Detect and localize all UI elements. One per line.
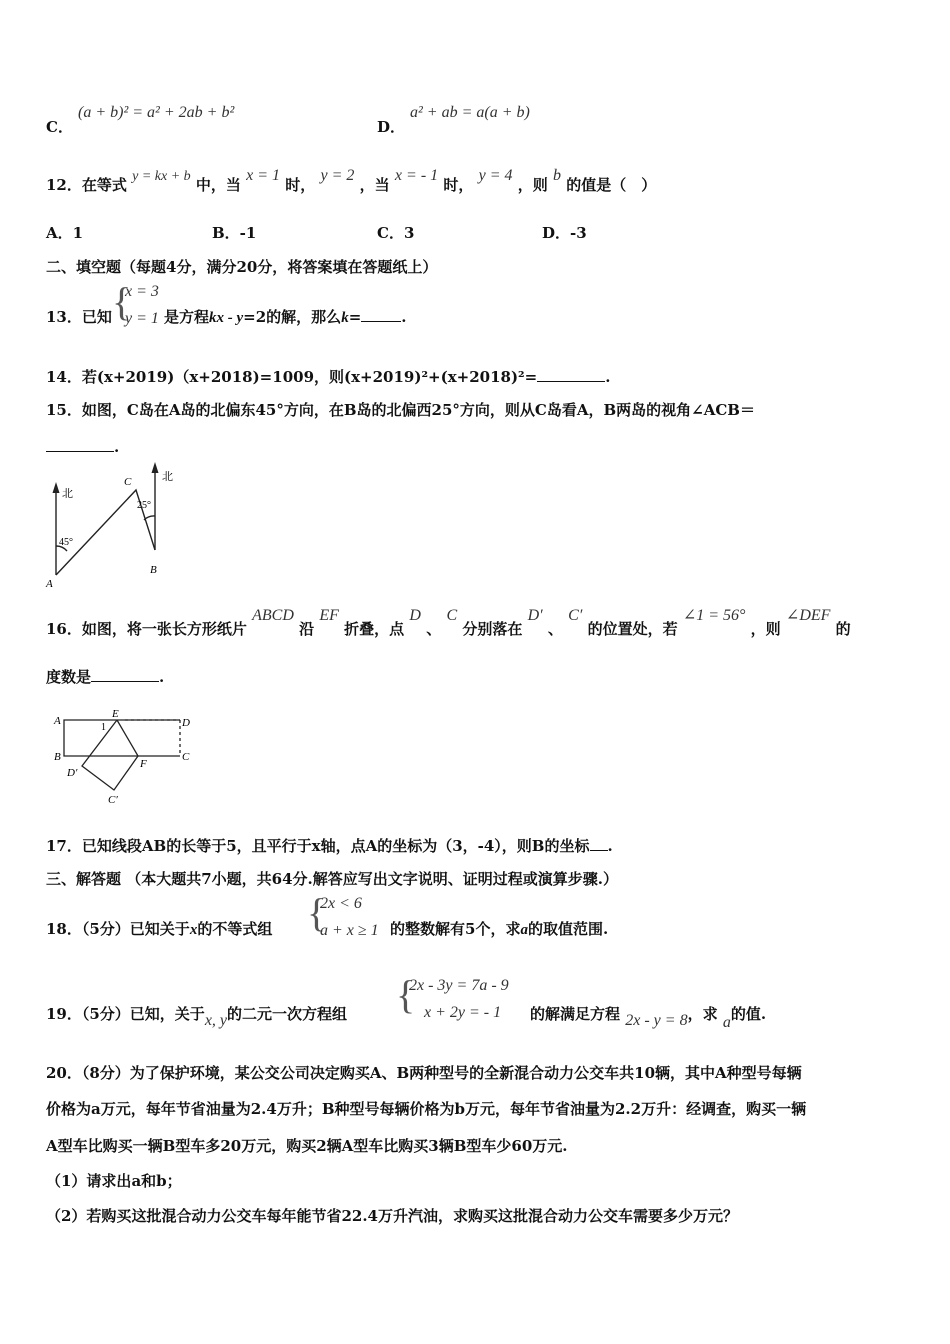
- point-e-label: E: [112, 708, 119, 720]
- question-18: 18．（5分）已知关于x的不等式组: [46, 920, 273, 938]
- question-16: 16．如图，将一张长方形纸片 ABCD 沿 EF 折叠，点 D 、 C 分别落在 D′ 、 C′ 的位置处，若 ∠1 = 56° ，则 ∠DEF 的: [46, 607, 851, 638]
- question-17: 17．已知线段AB的长等于5，且平行于x轴，点A的坐标为（3，-4），则B的坐标 .: [46, 837, 613, 855]
- q13-line1: x = 3: [125, 283, 159, 300]
- q12-option-d: D．-3: [542, 224, 587, 242]
- option-c-expression: (a + b)² = a² + 2ab + b²: [78, 104, 235, 121]
- point-b-label: B: [150, 564, 157, 576]
- question-20-line-1: 20．（8分）为了保护环境，某公交公司决定购买A、B两种型号的全新混合动力公交车共10辆，其中A种型号每辆: [46, 1064, 802, 1082]
- option-d-label: D．: [377, 118, 406, 136]
- section-3-heading: 三、解答题 （本大题共7小题，共64分.解答应写出文字说明、证明过程或演算步骤.）: [46, 870, 618, 888]
- answer-blank: [590, 836, 608, 851]
- question-20-line-2: 价格为a万元，每年节省油量为2.4万升；B种型号每辆价格为b万元，每年节省油量为2.2万升：经调查，购买一辆: [46, 1100, 807, 1118]
- question-20-part-2: （2）若购买这批混合动力公交车每年能节省22.4万升汽油，求购买这批混合动力公交车需要多少万元？: [46, 1207, 738, 1225]
- question-12: 12．在等式 y = kx + b 中，当 x = 1 时， y = 2 ，当 x = - 1 时， y = 4 ，则 b 的值是（ ）: [46, 167, 657, 194]
- q12-option-b: B．-1: [212, 224, 257, 242]
- question-14: 14．若(x+2019)（x+2018)=1009，则(x+2019)²+(x+2018)²= .: [46, 368, 611, 386]
- point-d-label: D: [182, 717, 190, 729]
- option-c-label: C．: [46, 118, 73, 136]
- point-c-prime-label: C′: [108, 794, 118, 806]
- section-2-heading: 二、填空题（每题4分，满分20分，将答案填在答题纸上）: [46, 258, 438, 276]
- north-label-a: 北: [62, 488, 73, 500]
- option-d-expression: a² + ab = a(a + b): [410, 104, 530, 121]
- q18-brace: {: [307, 890, 327, 935]
- question-19: 19．（5分）已知，关于x, y的二元一次方程组: [46, 1005, 348, 1029]
- answer-blank: [537, 367, 605, 382]
- question-15: 15．如图，C岛在A岛的北偏东45°方向，在B岛的北偏西25°方向，则从C岛看A，B两岛的视角∠ACB＝: [46, 401, 755, 419]
- q15-figure: [38, 460, 188, 590]
- q19-brace: {: [396, 972, 416, 1017]
- angle-1-label: 1: [101, 722, 106, 733]
- point-c-label: C: [124, 476, 132, 488]
- q18-text-end: 的整数解有5个，求a的取值范围.: [390, 920, 609, 938]
- q13-text: 是方程kx - y=2的解，那么k= .: [164, 308, 407, 326]
- question-20-line-3: A型车比购买一辆B型车多20万元，购买2辆A型车比购买3辆B型车少60万元.: [46, 1137, 568, 1155]
- q15-answer-line: .: [46, 437, 119, 456]
- q16-answer-line: 度数是 .: [46, 668, 165, 686]
- q18-line2: a + x ≥ 1: [320, 922, 379, 939]
- q16-figure: [50, 704, 200, 806]
- q13-line2: y = 1: [125, 310, 159, 327]
- point-b-label: B: [54, 751, 61, 763]
- q13-number: 13．已知: [46, 308, 112, 326]
- q19-text-end: 的解满足方程 2x - y = 8，求 a的值.: [530, 1005, 767, 1031]
- point-d-prime-label: D′: [67, 767, 78, 779]
- q12-option-c: C．3: [377, 224, 415, 242]
- point-f-label: F: [140, 758, 147, 770]
- angle-25-label: 25°: [137, 500, 151, 511]
- point-c-label: C: [182, 751, 190, 763]
- angle-45-label: 45°: [59, 537, 73, 548]
- q13-brace: {: [112, 279, 132, 324]
- point-a-label: A: [54, 715, 61, 727]
- question-20-part-1: （1）请求出a和b；: [46, 1172, 182, 1190]
- q19-line1: 2x - 3y = 7a - 9: [409, 977, 509, 994]
- north-label-b: 北: [162, 471, 173, 483]
- answer-blank: [361, 307, 401, 322]
- eq-y-kx-b: y = kx + b: [132, 169, 191, 184]
- answer-blank: [46, 437, 114, 452]
- q19-line2: x + 2y = - 1: [424, 1004, 502, 1021]
- point-a-label: A: [46, 578, 53, 590]
- answer-blank: [91, 667, 159, 682]
- q18-line1: 2x < 6: [320, 895, 362, 912]
- q12-option-a: A．1: [46, 224, 84, 242]
